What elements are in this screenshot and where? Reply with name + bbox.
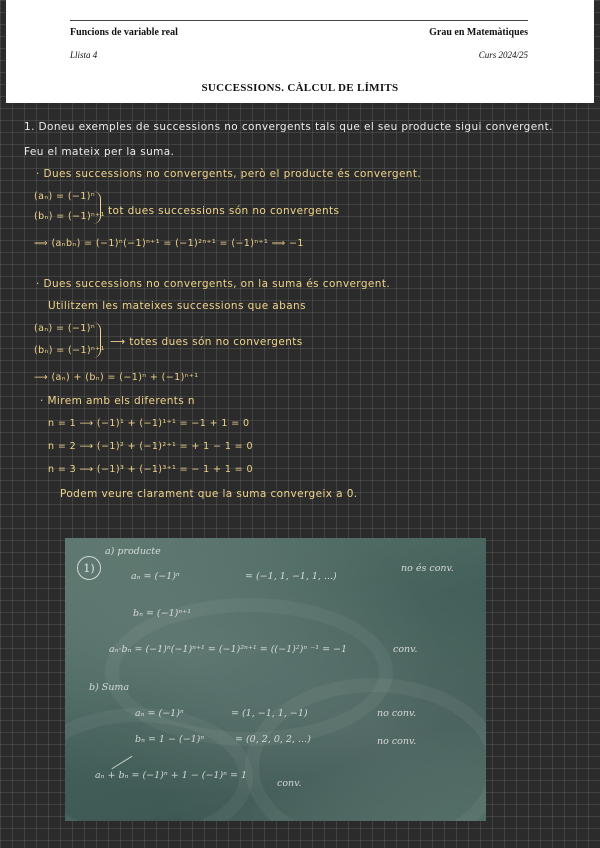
board-sum-note: conv. bbox=[277, 778, 302, 789]
board-product-line: aₙ·bₙ = (−1)ⁿ(−1)ⁿ⁺¹ = (−1)²ⁿ⁺¹ = ((−1)²)ⁿ ⁻¹ = −1 bbox=[109, 644, 348, 655]
bn-definition-2: (bₙ) = (−1)ⁿ⁺¹ bbox=[34, 345, 105, 356]
board-sum-line: aₙ + bₙ = (−1)ⁿ + 1 − (−1)ⁿ = 1 bbox=[95, 770, 248, 781]
board-product-note: conv. bbox=[393, 644, 418, 655]
board-a-seq: = (−1, 1, −1, 1, ...) bbox=[245, 571, 337, 582]
board-label-sum: b) Suma bbox=[89, 682, 130, 693]
board-s2-note: no conv. bbox=[377, 736, 417, 747]
bn-definition: (bₙ) = (−1)ⁿ⁺¹ bbox=[34, 211, 105, 222]
product-note: tot dues successions són no convergents bbox=[108, 205, 340, 217]
page-title: SUCCESSIONS. CÀLCUL DE LÍMITS bbox=[201, 82, 399, 94]
board-s1-note: no conv. bbox=[377, 708, 417, 719]
sum-expression: ⟶ (aₙ) + (bₙ) = (−1)ⁿ + (−1)ⁿ⁺¹ bbox=[34, 372, 199, 383]
product-result: ⟹ (aₙbₙ) = (−1)ⁿ(−1)ⁿ⁺¹ = (−1)²ⁿ⁺¹ = (−1)ⁿ⁺¹ ⟹ −1 bbox=[34, 238, 304, 249]
board-a-line: aₙ = (−1)ⁿ bbox=[131, 571, 180, 582]
sum-note: ⟶ totes dues són no convergents bbox=[110, 336, 303, 348]
exercise-statement: 1. Doneu exemples de successions no convergents tals que el seu producte sigui convergent. bbox=[24, 121, 553, 133]
chalkboard-photo bbox=[65, 538, 486, 821]
sheet-label: Llista 4 bbox=[70, 50, 98, 60]
header-rule bbox=[70, 20, 528, 21]
document-header bbox=[6, 0, 594, 103]
case-n2: n = 2 ⟶ (−1)² + (−1)²⁺¹ = + 1 − 1 = 0 bbox=[48, 441, 253, 452]
case-n3: n = 3 ⟶ (−1)³ + (−1)³⁺¹ = − 1 + 1 = 0 bbox=[48, 464, 253, 475]
exercise-extra: Feu el mateix per la suma. bbox=[24, 146, 175, 158]
degree-name: Grau en Matemàtiques bbox=[429, 27, 528, 38]
board-b-line: bₙ = (−1)ⁿ⁺¹ bbox=[133, 608, 192, 619]
an-definition: (aₙ) = (−1)ⁿ bbox=[34, 191, 96, 202]
sum-brace bbox=[92, 322, 101, 358]
board-s2: bₙ = 1 − (−1)ⁿ bbox=[135, 734, 205, 745]
board-a-note: no és conv. bbox=[401, 563, 454, 574]
board-s1: aₙ = (−1)ⁿ bbox=[135, 708, 184, 719]
product-brace bbox=[92, 191, 101, 224]
academic-year: Curs 2024/25 bbox=[478, 50, 528, 60]
course-name: Funcions de variable real bbox=[70, 27, 178, 38]
try-values: · Mirem amb els diferents n bbox=[40, 395, 195, 407]
sum-intro: · Dues successions no convergents, on la suma és convergent. bbox=[36, 278, 391, 290]
board-label-product: a) producte bbox=[105, 546, 161, 557]
conclusion: Podem veure clarament que la suma convergeix a 0. bbox=[60, 488, 358, 500]
product-intro: · Dues successions no convergents, però el producte és convergent. bbox=[36, 168, 422, 180]
exercise-number: 1) bbox=[77, 556, 101, 580]
board-s2-seq: = (0, 2, 0, 2, ...) bbox=[235, 734, 311, 745]
board-s1-seq: = (1, −1, 1, −1) bbox=[231, 708, 308, 719]
sum-reuse: Utilitzem les mateixes successions que abans bbox=[48, 300, 306, 312]
case-n1: n = 1 ⟶ (−1)¹ + (−1)¹⁺¹ = −1 + 1 = 0 bbox=[48, 418, 250, 429]
an-definition-2: (aₙ) = (−1)ⁿ bbox=[34, 323, 96, 334]
